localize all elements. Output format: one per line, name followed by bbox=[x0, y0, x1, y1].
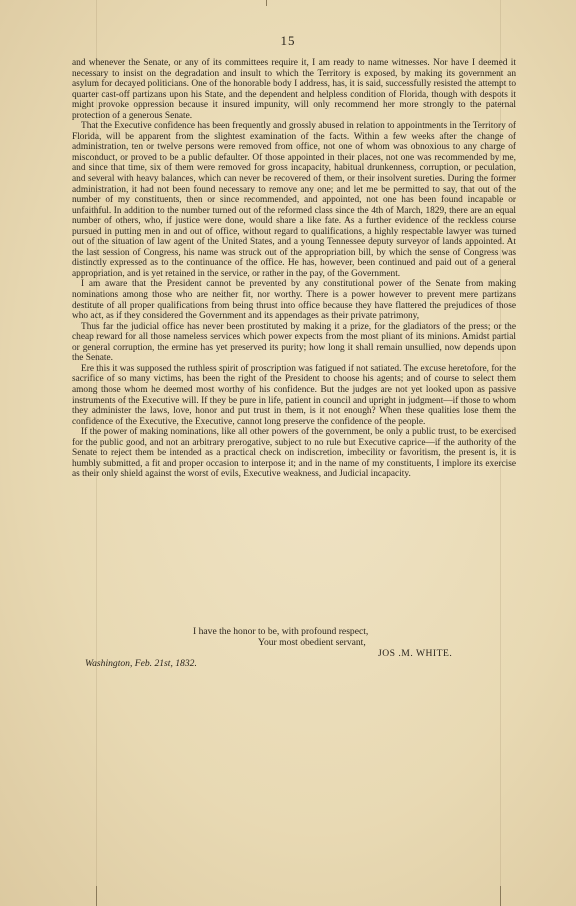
binding-mark-top bbox=[266, 0, 267, 6]
paragraph: Thus far the judicial office has never been prostituted by making it a prize, for the gladiators of the press; or the cheap reward for all those nameless services which power expects from the most pliant of its minions. Amidst partial or general corruption, the ermine has yet preserved its purity; how long it shall remain unsullied, now depends upon the Senate. bbox=[72, 321, 516, 364]
signature: JOS .M. WHITE. bbox=[378, 648, 453, 659]
binding-mark-bottom-left bbox=[96, 886, 97, 906]
paragraph: That the Executive confidence has been frequently and grossly abused in relation to appointments in the Territory of Florida, will be apparent from the slightest examination of the facts. Within a few weeks after the change of administration, ten or twelve persons were removed from office, not one of whom was obnoxious to any charge of misconduct, or proved to be a public defaulter. Of those appointed in their places, not one was recommended by me, and since that time, six of them were removed for gross incapacity, habitual drunkenness, corruption, or peculation, and several with heavy balances, which can never be recovered of them, or their insolvent sureties. During the former administration, it had not been found necessary to remove any one; and let me be permitted to say, that out of the number of my constituents, then or since recommended, and appointed, not one has been found incapable or unfaithful. In addition to the number turned out of the reformed class since the 4th of March, 1829, there are an equal number of others, who, if justice were done, would share a like fate. As a further evidence of the reckless course pursued in putting men in and out of office, without regard to qualifications, a highly respectable lawyer was turned out of the situation of law agent of the United States, and a young Tennessee deputy surveyor of lands appointed. At the last session of Congress, his name was struck out of the appropriation bill, by which the sense of Congress was distinctly expressed as to the continuance of the office. He has, however, been continued and paid out of a general appropriation, and is yet retained in the service, or rather in the pay, of the Government. bbox=[72, 121, 516, 279]
paragraph: Ere this it was supposed the ruthless spirit of proscription was fatigued if not satiated. The excuse heretofore, for the sacrifice of so many victims, has been the right of the President to choose his agents; and of course to select them among those whom he deemed most worthy of his confidence. But the judges are not yet looked upon as passive instruments of the Executive will. If they be pure in life, patient in council and upright in judgment—if those to whom they administer the laws, love, honor and put trust in them, is it not enough? When these qualities lose them the confidence of the Executive, the Executive, cannot long preserve the confidence of the people. bbox=[72, 363, 516, 427]
page-number: 15 bbox=[280, 33, 296, 48]
place-date: Washington, Feb. 21st, 1832. bbox=[85, 658, 197, 669]
paragraph: If the power of making nominations, like all other powers of the government, be only a public trust, to be exercised for the public good, and not an arbitrary prerogative, subject to no rule but Executive caprice—if the authority of the Senate to reject them be intended as a practical check on indiscretion, imbecility or favoritism, the present is, it is humbly submitted, a fit and proper occasion to interpose it; and in the name of my constituents, I implore its exercise as their only shield against the worst of evils, Executive weakness, and Judicial incapacity. bbox=[72, 427, 516, 480]
body-text bbox=[72, 58, 516, 480]
closing-servant: Your most obedient servant, bbox=[258, 637, 366, 648]
closing-salutation: I have the honor to be, with profound respect, bbox=[193, 626, 369, 637]
paragraph: and whenever the Senate, or any of its committees require it, I am ready to name witnesses. Nor have I deemed it necessary to insist on the degradation and insult to which the Territory is exposed, by making its government an asylum for decayed politicians. One of the honorable body I address, has, it is said, successfully resisted the attempt to quarter cast-off partizans upon his State, and the dependent and helpless condition of Florida, though with despots it might provoke oppression because it insured impunity, will only recommend her more strongly to the paternal protection of a generous Senate. bbox=[72, 58, 516, 121]
paragraph: I am aware that the President cannot be prevented by any constitutional power of the Senate from making nominations among those who are neither fit, nor worthy. There is a power however to prevent mere partizans destitute of all proper qualifications from being thrust into office because they have flattered the prejudices of those who act, as if they considered the Government and its appendages as their private patrimony, bbox=[72, 279, 516, 322]
binding-mark-bottom-right bbox=[500, 886, 501, 906]
